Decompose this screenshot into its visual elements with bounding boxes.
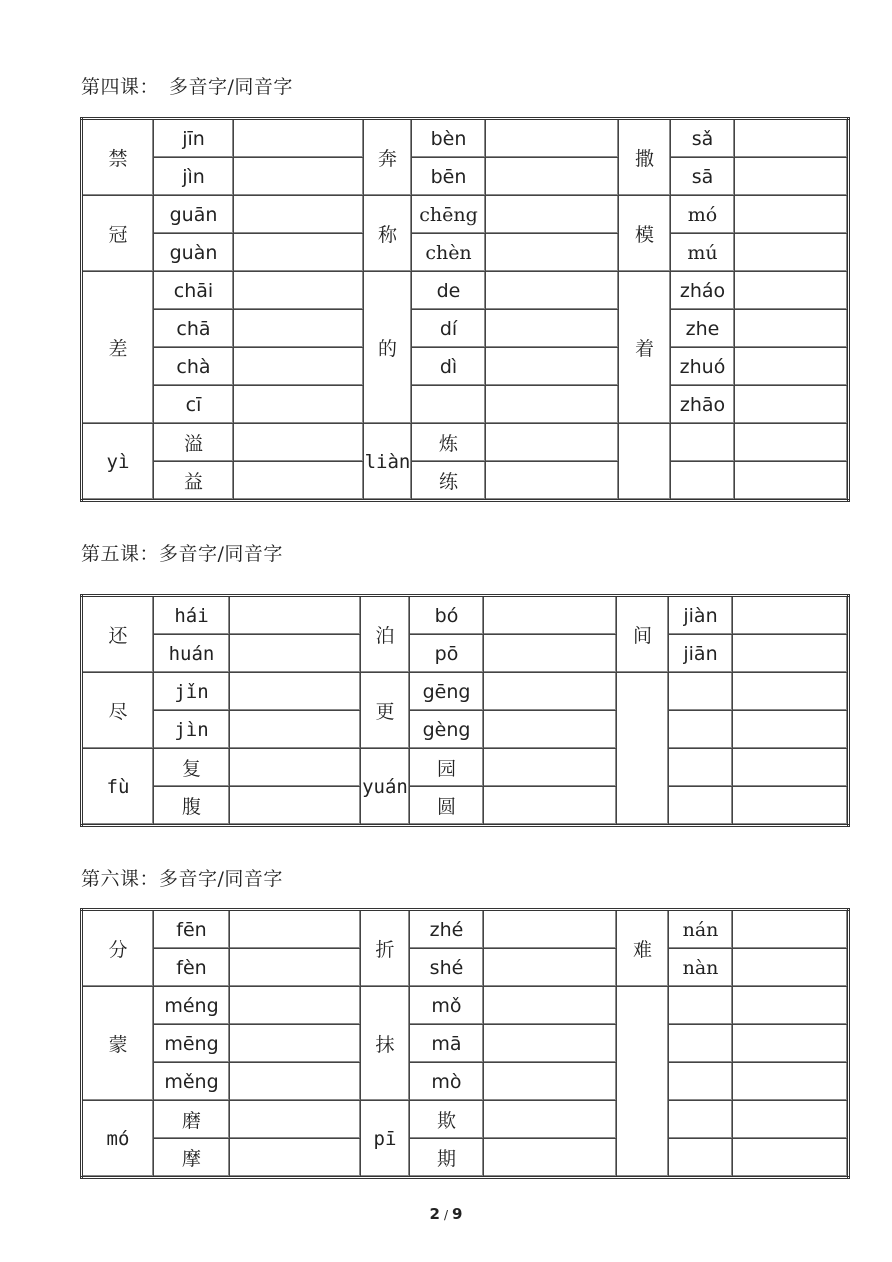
answer-blank[interactable]: [230, 787, 361, 826]
table-row: [82, 787, 849, 826]
pinyin-cell: bēn: [412, 158, 486, 196]
char-cell: 更: [361, 673, 410, 749]
lesson4-title: 第四课： 多音字/同音字: [81, 76, 293, 98]
answer-blank[interactable]: [234, 348, 364, 386]
answer-blank[interactable]: [735, 310, 849, 348]
answer-blank[interactable]: [735, 386, 849, 424]
answer-blank[interactable]: [230, 673, 361, 711]
empty-cell[interactable]: [617, 987, 669, 1178]
answer-blank[interactable]: [230, 711, 361, 749]
char-cell: 称: [364, 196, 412, 272]
char-cell: 期: [410, 1139, 484, 1178]
empty-cell[interactable]: [617, 673, 669, 826]
answer-blank[interactable]: [230, 910, 361, 949]
empty-cell[interactable]: [412, 386, 486, 424]
pinyin-cell: chā: [154, 310, 234, 348]
answer-blank[interactable]: [234, 462, 364, 501]
answer-blank[interactable]: [234, 234, 364, 272]
answer-blank[interactable]: [484, 910, 617, 949]
table-row: [82, 348, 849, 386]
answer-blank[interactable]: [230, 1101, 361, 1139]
answer-blank[interactable]: [733, 749, 849, 787]
char-cell: 奔: [364, 119, 412, 196]
answer-blank[interactable]: [234, 119, 364, 158]
answer-blank[interactable]: [234, 424, 364, 462]
char-cell: 撒: [619, 119, 671, 196]
pinyin-cell: hái: [154, 596, 230, 635]
answer-blank[interactable]: [486, 119, 619, 158]
answer-blank[interactable]: [484, 596, 617, 635]
char-cell: 间: [617, 596, 669, 673]
char-cell: 磨: [154, 1101, 230, 1139]
pinyin-cell: mā: [410, 1025, 484, 1063]
char-cell: 难: [617, 910, 669, 987]
answer-blank[interactable]: [486, 272, 619, 310]
answer-blank[interactable]: [230, 949, 361, 987]
table-row: [82, 749, 849, 787]
char-cell: 泊: [361, 596, 410, 673]
answer-blank[interactable]: [230, 596, 361, 635]
char-cell: 园: [410, 749, 484, 787]
pinyin-cell: mú: [671, 234, 735, 272]
answer-blank[interactable]: [733, 596, 849, 635]
lesson6-table: [80, 908, 850, 1179]
char-cell: 溢: [154, 424, 234, 462]
table-row: [82, 234, 849, 272]
char-cell: 分: [82, 910, 154, 987]
answer-blank[interactable]: [230, 749, 361, 787]
empty-cell[interactable]: [671, 462, 735, 501]
pinyin-cell: jìn: [154, 158, 234, 196]
pinyin-cell: zháo: [671, 272, 735, 310]
empty-cell[interactable]: [619, 424, 671, 501]
pinyin-cell: fēn: [154, 910, 230, 949]
answer-blank[interactable]: [484, 711, 617, 749]
answer-blank[interactable]: [733, 1101, 849, 1139]
answer-blank[interactable]: [234, 386, 364, 424]
char-cell: 折: [361, 910, 410, 987]
answer-blank[interactable]: [733, 787, 849, 826]
lesson5-table: [80, 594, 850, 827]
pinyin-cell: mó: [82, 1101, 154, 1178]
pinyin-cell: nàn: [669, 949, 733, 987]
pinyin-cell: mǒ: [410, 987, 484, 1025]
answer-blank[interactable]: [733, 910, 849, 949]
pinyin-cell: bèn: [412, 119, 486, 158]
empty-cell[interactable]: [669, 711, 733, 749]
answer-blank[interactable]: [484, 1101, 617, 1139]
pinyin-cell: zhé: [410, 910, 484, 949]
char-cell: 益: [154, 462, 234, 501]
char-cell: 腹: [154, 787, 230, 826]
answer-blank[interactable]: [733, 987, 849, 1025]
pinyin-cell: jiān: [669, 635, 733, 673]
page-number: [0, 1205, 892, 1223]
pinyin-cell: chēng: [412, 196, 486, 234]
table-row: [82, 424, 849, 462]
pinyin-cell: fèn: [154, 949, 230, 987]
answer-blank[interactable]: [733, 635, 849, 673]
answer-blank[interactable]: [234, 196, 364, 234]
pinyin-cell: sā: [671, 158, 735, 196]
char-cell: 还: [82, 596, 154, 673]
table-row: [82, 386, 849, 424]
table-row: [82, 196, 849, 234]
empty-cell[interactable]: [669, 1063, 733, 1101]
answer-blank[interactable]: [484, 673, 617, 711]
pinyin-cell: chāi: [154, 272, 234, 310]
table-row: [82, 1025, 849, 1063]
answer-blank[interactable]: [735, 272, 849, 310]
char-cell: 圆: [410, 787, 484, 826]
char-cell: 蒙: [82, 987, 154, 1101]
pinyin-cell: fù: [82, 749, 154, 826]
answer-blank[interactable]: [234, 310, 364, 348]
pinyin-cell: méng: [154, 987, 230, 1025]
char-cell: 尽: [82, 673, 154, 749]
answer-blank[interactable]: [486, 234, 619, 272]
answer-blank[interactable]: [735, 424, 849, 462]
answer-blank[interactable]: [735, 234, 849, 272]
pinyin-cell: yì: [82, 424, 154, 501]
lesson4-table: [80, 117, 850, 502]
table-row: [82, 635, 849, 673]
pinyin-cell: guàn: [154, 234, 234, 272]
answer-blank[interactable]: [486, 158, 619, 196]
answer-blank[interactable]: [230, 1025, 361, 1063]
pinyin-cell: nán: [669, 910, 733, 949]
answer-blank[interactable]: [486, 386, 619, 424]
answer-blank[interactable]: [735, 196, 849, 234]
char-cell: 冠: [82, 196, 154, 272]
pinyin-cell: bó: [410, 596, 484, 635]
answer-blank[interactable]: [735, 348, 849, 386]
answer-blank[interactable]: [486, 196, 619, 234]
table-row: [82, 949, 849, 987]
pinyin-cell: guān: [154, 196, 234, 234]
answer-blank[interactable]: [733, 1139, 849, 1178]
answer-blank[interactable]: [484, 987, 617, 1025]
pinyin-cell: dí: [412, 310, 486, 348]
answer-blank[interactable]: [733, 673, 849, 711]
char-cell: 抹: [361, 987, 410, 1101]
answer-blank[interactable]: [230, 987, 361, 1025]
pinyin-cell: cī: [154, 386, 234, 424]
empty-cell[interactable]: [669, 1101, 733, 1139]
pinyin-cell: chà: [154, 348, 234, 386]
pinyin-cell: jìn: [154, 711, 230, 749]
char-cell: 模: [619, 196, 671, 272]
table-row: [82, 272, 849, 310]
table-row: [82, 1139, 849, 1178]
answer-blank[interactable]: [733, 1025, 849, 1063]
answer-blank[interactable]: [484, 749, 617, 787]
char-cell: 差: [82, 272, 154, 424]
table-row: [82, 673, 849, 711]
table-row: [82, 910, 849, 949]
total-pages: 9: [452, 1205, 463, 1223]
answer-blank[interactable]: [735, 119, 849, 158]
answer-blank[interactable]: [484, 635, 617, 673]
answer-blank[interactable]: [230, 1139, 361, 1178]
char-cell: 禁: [82, 119, 154, 196]
empty-cell[interactable]: [669, 787, 733, 826]
answer-blank[interactable]: [234, 272, 364, 310]
table-row: [82, 1063, 849, 1101]
answer-blank[interactable]: [486, 424, 619, 462]
empty-cell[interactable]: [669, 749, 733, 787]
pinyin-cell: gèng: [410, 711, 484, 749]
answer-blank[interactable]: [733, 949, 849, 987]
char-cell: 着: [619, 272, 671, 424]
pinyin-cell: pō: [410, 635, 484, 673]
answer-blank[interactable]: [735, 462, 849, 501]
char-cell: 的: [364, 272, 412, 424]
pinyin-cell: liàn: [364, 424, 412, 501]
answer-blank[interactable]: [486, 310, 619, 348]
answer-blank[interactable]: [486, 348, 619, 386]
answer-blank[interactable]: [484, 949, 617, 987]
pinyin-cell: shé: [410, 949, 484, 987]
answer-blank[interactable]: [486, 462, 619, 501]
table-row: [82, 158, 849, 196]
answer-blank[interactable]: [733, 711, 849, 749]
char-cell: 摩: [154, 1139, 230, 1178]
pinyin-cell: zhāo: [671, 386, 735, 424]
answer-blank[interactable]: [234, 158, 364, 196]
pinyin-cell: dì: [412, 348, 486, 386]
empty-cell[interactable]: [669, 1025, 733, 1063]
answer-blank[interactable]: [484, 1025, 617, 1063]
empty-cell[interactable]: [669, 987, 733, 1025]
pinyin-cell: zhuó: [671, 348, 735, 386]
pinyin-cell: chèn: [412, 234, 486, 272]
table-row: [82, 310, 849, 348]
answer-blank[interactable]: [230, 635, 361, 673]
empty-cell[interactable]: [669, 1139, 733, 1178]
table-row: [82, 711, 849, 749]
pinyin-cell: jīn: [154, 119, 234, 158]
pinyin-cell: jiàn: [669, 596, 733, 635]
empty-cell[interactable]: [669, 673, 733, 711]
pinyin-cell: mò: [410, 1063, 484, 1101]
pinyin-cell: jǐn: [154, 673, 230, 711]
answer-blank[interactable]: [484, 1139, 617, 1178]
answer-blank[interactable]: [484, 1063, 617, 1101]
table-row: [82, 462, 849, 501]
pinyin-cell: de: [412, 272, 486, 310]
pinyin-cell: měng: [154, 1063, 230, 1101]
pinyin-cell: mó: [671, 196, 735, 234]
char-cell: 复: [154, 749, 230, 787]
answer-blank[interactable]: [230, 1063, 361, 1101]
pinyin-cell: zhe: [671, 310, 735, 348]
table-row: [82, 987, 849, 1025]
pinyin-cell: mēng: [154, 1025, 230, 1063]
lesson6-title: 第六课：多音字/同音字: [81, 868, 283, 890]
page-separator: /: [443, 1208, 449, 1222]
table-row: [82, 596, 849, 635]
char-cell: 练: [412, 462, 486, 501]
answer-blank[interactable]: [735, 158, 849, 196]
current-page: 2: [429, 1205, 440, 1223]
pinyin-cell: sǎ: [671, 119, 735, 158]
answer-blank[interactable]: [484, 787, 617, 826]
char-cell: 欺: [410, 1101, 484, 1139]
char-cell: 炼: [412, 424, 486, 462]
pinyin-cell: huán: [154, 635, 230, 673]
pinyin-cell: gēng: [410, 673, 484, 711]
pinyin-cell: yuán: [361, 749, 410, 826]
empty-cell[interactable]: [671, 424, 735, 462]
table-row: [82, 119, 849, 158]
lesson5-title: 第五课：多音字/同音字: [81, 543, 283, 565]
pinyin-cell: pī: [361, 1101, 410, 1178]
answer-blank[interactable]: [733, 1063, 849, 1101]
table-row: [82, 1101, 849, 1139]
